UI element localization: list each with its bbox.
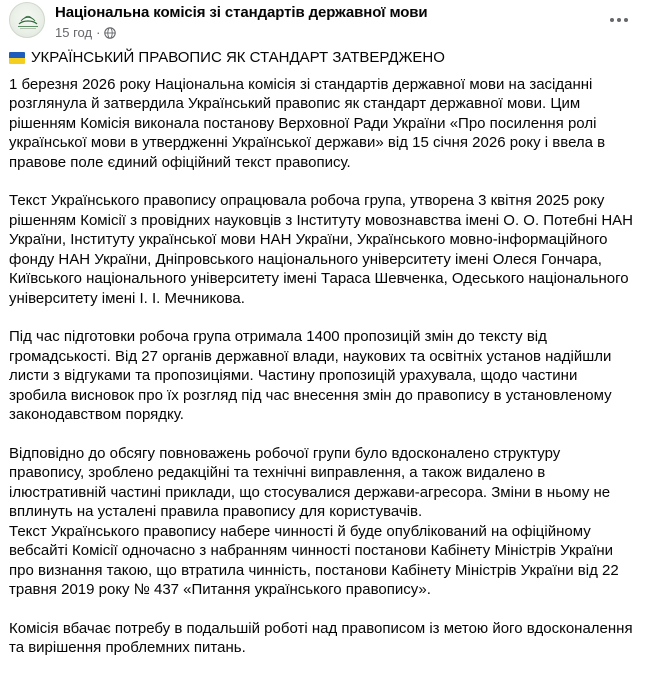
headline-text: УКРАЇНСЬКИЙ ПРАВОПИС ЯК СТАНДАРТ ЗАТВЕРДЖЕНО [31,49,445,66]
page-avatar[interactable] [9,2,45,38]
post-paragraph: Відповідно до обсягу повноважень робочої групи було вдосконалено структуру правопису, зроблено редакційні та технічні виправлення, а також видалено в ілюстративній частині приклади, що стосувалися держави-агресора. Зміни в ньому не вплинуть на усталені правила правопису для користувачів. [9,444,611,520]
post-headline [9,48,639,68]
more-options-button[interactable] [605,8,633,32]
globe-icon[interactable] [104,27,116,39]
post-paragraph: Під час підготовки робоча група отримала 1400 пропозицій змін до тексту від громадськості. Від 27 органів державної влади, наукових та освітніх установ надійшли листи з відгуками та пропозиціями. Частину пропозицій урахувала, щодо частини зробила висновок про їх розгляд під час внесення змін до правопису в установленому законодавством порядку. [9,328,612,423]
post-timestamp[interactable]: 15 год [55,25,93,40]
post-meta [55,25,116,40]
more-options-dot [624,18,628,22]
page-name-link[interactable]: Національна комісія зі стандартів державної мови [55,4,428,21]
post-paragraph: Текст Українського правопису набере чинності й буде опублікований на офіційному вебсайті Комісії одночасно з набранням чинності постанови Кабінету Міністрів України про визнання такою, що втратила чинність, постанови Кабінету Міністрів України від 22 травня 2019 року № 437 «Питання українського правопису». [9,522,619,598]
more-options-icon [610,18,614,22]
meta-separator: · [96,25,101,40]
post-header [9,2,637,42]
commission-logo-icon [10,3,46,39]
ukraine-flag-icon [9,52,25,64]
post-paragraph: Комісія вбачає потребу в подальшій роботі над правописом із метою його вдосконалення та вирішення проблемних питань. [9,619,633,656]
post-paragraph: Текст Українського правопису опрацювала робоча група, утворена 3 квітня 2025 року рішенням Комісії з провідних науковців з Інституту мовознавства імені О. О. Потебні НАН України, Інституту української мови НАН України, Українського мовно-інформаційного фонду НАН України, Дніпровського національного університету імені Олеся Гончара, Київського національного університету імені Тараса Шевченка, Одеського національного університету імені І. І. Мечникова. [9,192,634,307]
post-body [9,48,639,677]
more-options-dot [617,18,621,22]
post-paragraph: 1 березня 2026 року Національна комісія зі стандартів державної мови на засіданні розглянула й затвердила Український правопис як стандарт державної мови. Цим рішенням Комісія виконала постанову Верховної Ради України «Про посилення ролі української мови в утвердженні Української держави» від 15 січня 2026 року і ввела в правове поле єдиний офіційний текст правопису. [9,75,606,171]
